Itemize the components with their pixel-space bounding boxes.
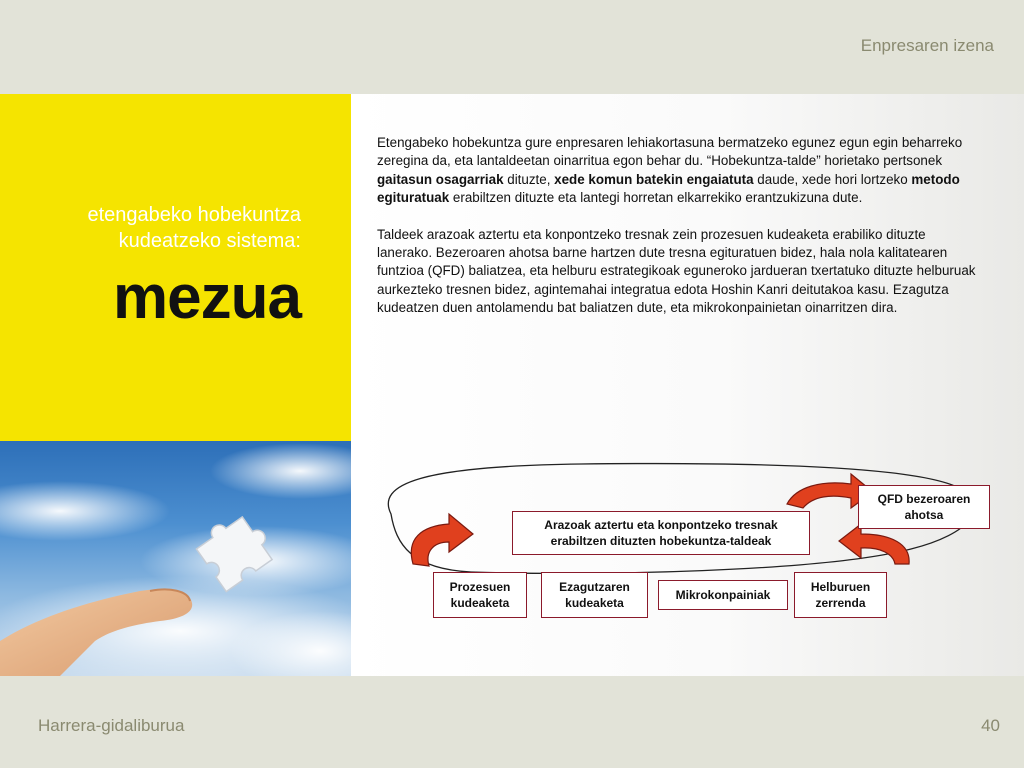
subtitle [1,202,301,254]
process-management-box: Prozesuen kudeaketa [433,572,527,618]
cloud [210,443,351,499]
slide-heading: mezua [113,263,301,332]
footer-title: Harrera-gidaliburua [38,716,185,735]
paragraph-1: Etengabeko hobekuntza gure enpresaren lehiakortasuna bermatzeko egunez egun egin beharreko zeregina da, eta lantaldeetan oinarritua egon behar du. “Hobekuntza-talde” horietako pertsonek gaitasun osagarriak dituzte, xede komun batekin engaiatuta daude, xede hori lortzeko metodo egituratuak erabiltzen dituzte eta lantegi horretan elkarrekiko erantzukizuna dute. [377,135,963,206]
curved-arrow-icon [411,514,473,566]
paragraph-2: Taldeek arazoak aztertu eta konpontzeko tresnak zein prozesuen kudeaketa erabiliko dituzte lanerako. Bezeroaren ahotsa barne hartzen dute tresna egituratuen bidez, hala nola kalitatearen funtzioa (QFD) baliatzea, eta helburu estrategikoak eguneroko jardueran txertatuko dituzte helburuak aurkezteko tresnen bidez, agintemahai integratua edota Hoshin Kanri deitutakoa kasu. Ezagutza kudeatzen duen antolamendu bat baliatzen dute, eta mikrokonpainietan oinarritzen dira. [377,226,976,316]
puzzle-hand-photo [0,441,351,676]
subtitle-line-2: kudeatzeko sistema: [118,230,301,252]
microcompanies-box: Mikrokonpainiak [658,580,788,610]
company-name: Enpresaren izena [860,36,994,55]
title-panel [0,94,351,441]
curved-arrow-icon [839,524,909,564]
photo-illustration [0,441,351,676]
subtitle-line-1: etengabeko hobekuntza [87,204,301,226]
improvement-teams-box: Arazoak aztertu eta konpontzeko tresnak erabiltzen dituzten hobekuntza-taldeak [512,511,810,555]
knowledge-management-box: Ezagutzaren kudeaketa [541,572,648,618]
goals-list-box: Helburuen zerrenda [794,572,887,618]
page-number: 40 [981,716,1000,735]
cloud [0,481,170,541]
content-panel [351,94,1024,676]
qfd-box: QFD bezeroaren ahotsa [858,485,990,529]
